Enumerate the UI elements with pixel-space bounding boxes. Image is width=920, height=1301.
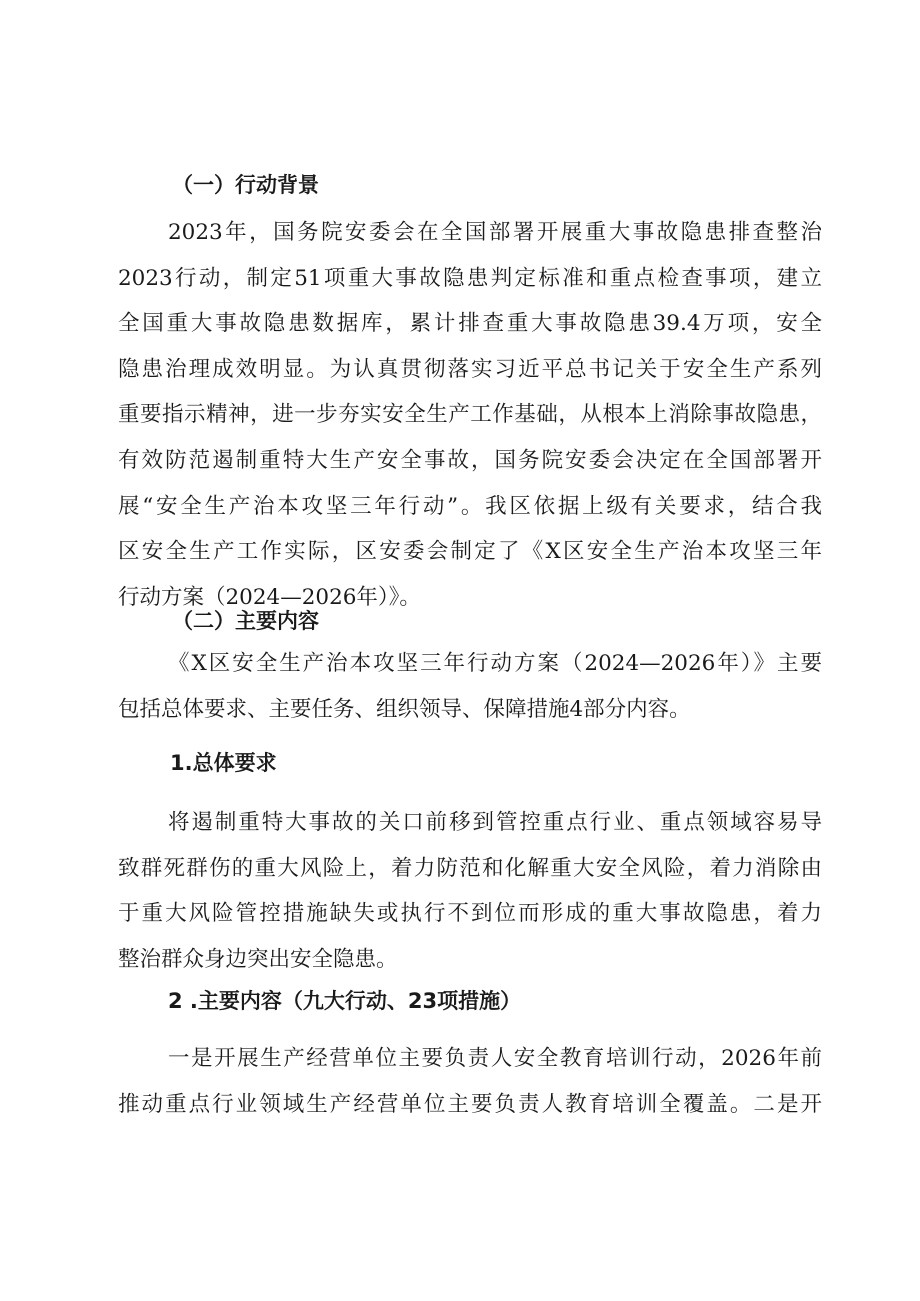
text-line: 展“安全生产治本攻坚三年行动”。我区依据上级有关要求，结合我 — [118, 493, 822, 519]
text-line: 区安全生产工作实际，区安委会制定了《X区安全生产治本攻坚三年 — [118, 539, 822, 565]
text-line: 推动重点行业领域生产经营单位主要负责人教育培训全覆盖。二是开 — [118, 1091, 822, 1117]
text-line: 《X区安全生产治本攻坚三年行动方案（2024—2026年）》主要 — [168, 651, 822, 676]
section-heading-content: （二）主要内容 — [172, 609, 319, 633]
text-line: 2023年，国务院安委会在全国部署开展重大事故隐患排查整治 — [168, 220, 822, 245]
text-line: 于重大风险管控措施缺失或执行不到位而形成的重大事故隐患，着力 — [118, 901, 822, 927]
paragraph-content — [118, 641, 822, 732]
section-heading-overall: 1.总体要求 — [170, 751, 277, 775]
text-line: 致群死群伤的重大风险上，着力防范和化解重大安全风险，着力消除由 — [118, 855, 822, 881]
text-line: 行动方案（2024—2026年）》。 — [118, 584, 421, 610]
text-line: 重要指示精神，进一步夯实安全生产工作基础，从根本上消除事故隐患， — [118, 402, 822, 428]
text-line: 2023行动，制定51项重大事故隐患判定标准和重点检查事项，建立 — [118, 265, 822, 291]
text-line: 整治群众身边突出安全隐患。 — [118, 946, 398, 972]
text-line: 有效防范遏制重特大生产安全事故，国务院安委会决定在全国部署开 — [118, 447, 822, 473]
text-line: 全国重大事故隐患数据库，累计排查重大事故隐患39.4万项，安全 — [118, 311, 822, 337]
section-heading-background: （一）行动背景 — [172, 173, 319, 197]
paragraph-background — [118, 210, 822, 620]
text-line: 隐患治理成效明显。为认真贯彻落实习近平总书记关于安全生产系列 — [118, 356, 822, 382]
text-line: 一是开展生产经营单位主要负责人安全教育培训行动，2026年前 — [168, 1046, 822, 1071]
section-heading-main: 2 .主要内容（九大行动、23项措施） — [168, 989, 522, 1013]
text-line: 包括总体要求、主要任务、组织领导、保障措施4部分内容。 — [118, 696, 691, 722]
paragraph-main — [118, 1036, 822, 1127]
paragraph-overall — [118, 800, 822, 982]
text-line: 将遏制重特大事故的关口前移到管控重点行业、重点领域容易导 — [168, 810, 822, 835]
